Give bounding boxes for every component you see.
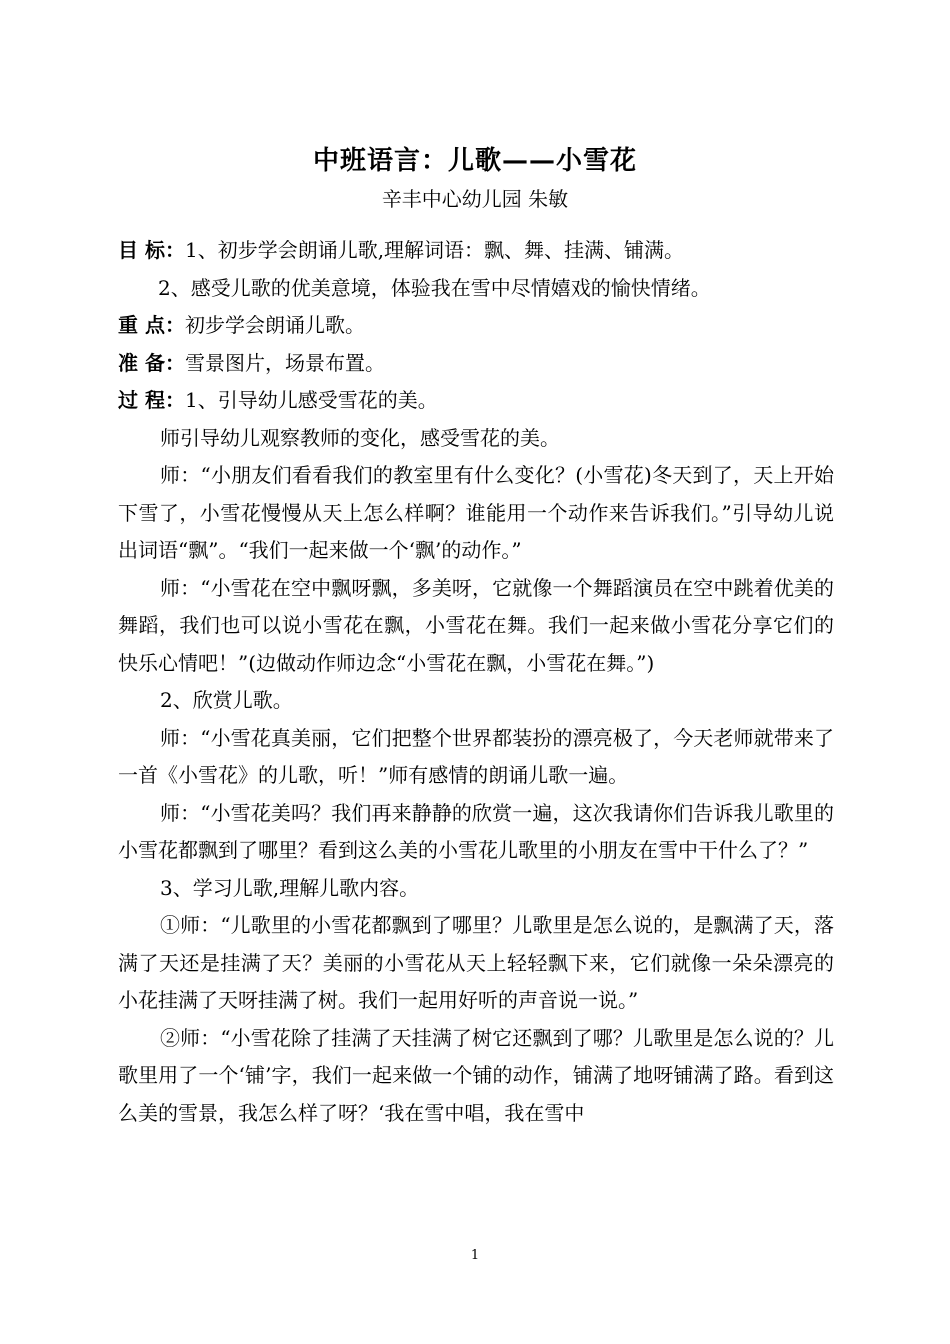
goal-line — [118, 232, 834, 270]
goal-item-2: 2、感受儿歌的优美意境，体验我在雪中尽情嬉戏的愉快情绪。 — [158, 275, 711, 300]
prep-label: 准 备： — [118, 350, 185, 375]
section-heading: 2、欣赏儿歌。 — [160, 688, 293, 712]
section-heading: 3、学习儿歌,理解儿歌内容。 — [160, 875, 420, 900]
process-line — [118, 382, 834, 420]
paragraph: ②师：“小雪花除了挂满了天挂满了树它还飘到了哪？儿歌里是怎么说的？儿歌里用了一个‘铺’字，我们一起来做一个铺的动作，铺满了地呀铺满了路。看到这么美的雪景，我怎么样了呀？‘我在雪中唱，我在雪中 — [118, 1025, 834, 1125]
goal-label: 目 标： — [118, 238, 185, 262]
document-body — [118, 232, 834, 1132]
paragraph: 师：“小雪花美吗？我们再来静静的欣赏一遍，这次我请你们告诉我儿歌里的小雪花都飘到了哪里？看到这么美的小雪花儿歌里的小朋友在雪中干什么了？” — [118, 800, 834, 862]
page-number: 1 — [470, 1248, 480, 1263]
paragraph: 师引导幼儿观察教师的变化，感受雪花的美。 — [160, 425, 560, 450]
paragraph: 师：“小雪花在空中飘呀飘，多美呀，它就像一个舞蹈演员在空中跳着优美的舞蹈，我们也可以说小雪花在飘，小雪花在舞。我们一起来做小雪花分享它们的快乐心情吧！”(边做动作师边念“小雪花在飘，小雪花在舞。”) — [118, 575, 834, 675]
prep-text: 雪景图片，场景布置。 — [184, 350, 385, 375]
focus-text: 初步学会朗诵儿歌。 — [184, 313, 365, 337]
focus-line — [118, 307, 834, 345]
document-author: 辛丰中心幼儿园 朱敏 — [381, 187, 569, 211]
process-step-1: 1、引导幼儿感受雪花的美。 — [184, 388, 438, 412]
paragraph: ①师：“儿歌里的小雪花都飘到了哪里？儿歌里是怎么说的，是飘满了天，落满了天还是挂满了天？美丽的小雪花从天上轻轻飘下来，它们就像一朵朵漂亮的小花挂满了天呀挂满了树。我们一起用好听的声音说一说。” — [118, 913, 834, 1012]
paragraph: 师：“小朋友们看看我们的教室里有什么变化？(小雪花)冬天到了，天上开始下雪了，小雪花慢慢从天上怎么样啊？谁能用一个动作来告诉我们。”引导幼儿说出词语“飘”。“我们一起来做一个‘飘’的动作。” — [118, 463, 834, 562]
paragraph: 师：“小雪花真美丽，它们把整个世界都装扮的漂亮极了，今天老师就带来了一首《小雪花》的儿歌，听！”师有感情的朗诵儿歌一遍。 — [118, 725, 834, 787]
prep-line — [118, 345, 834, 383]
document-title: 中班语言：儿歌——小雪花 — [312, 146, 637, 176]
process-label: 过 程： — [118, 388, 185, 412]
goal-item-1: 1、初步学会朗诵儿歌,理解词语：飘、舞、挂满、铺满。 — [184, 238, 685, 262]
focus-label: 重 点： — [118, 313, 185, 337]
